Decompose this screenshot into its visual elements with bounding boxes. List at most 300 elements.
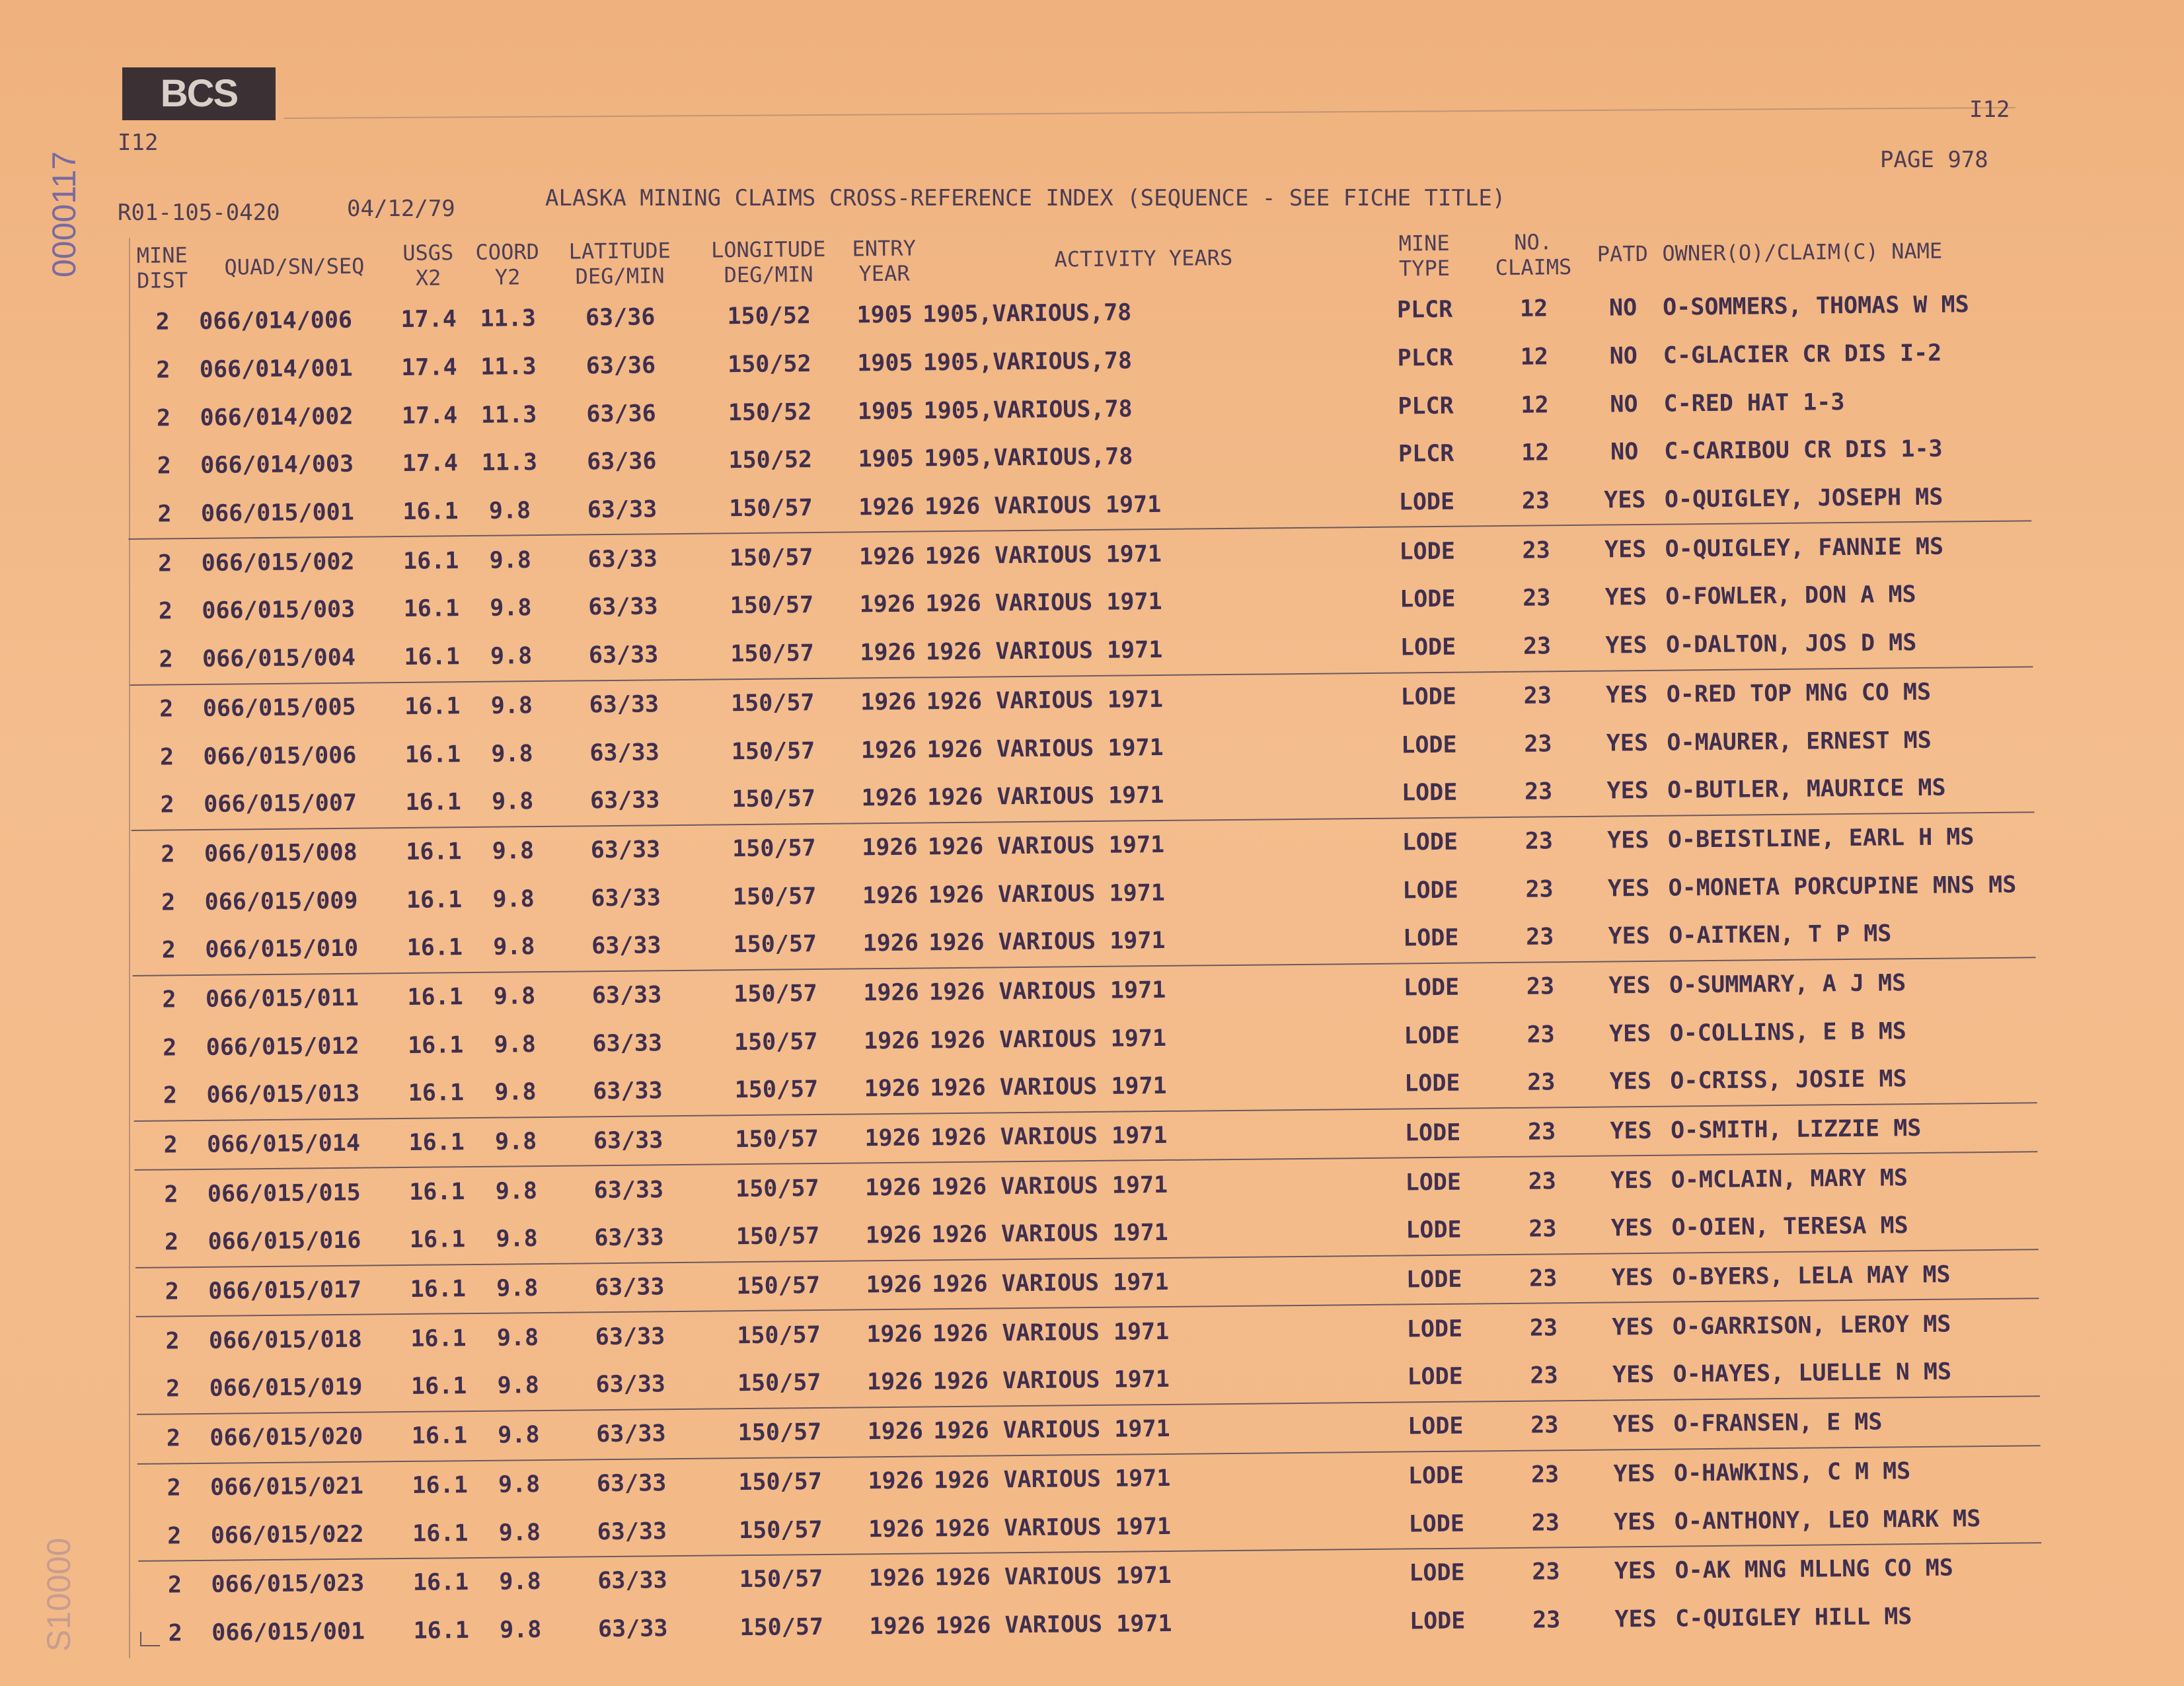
top-rule xyxy=(284,107,2015,119)
cell-quad-sn-seq: 066/015/004 xyxy=(202,644,356,673)
cell-mine-dist: 2 xyxy=(161,889,176,916)
cell-mine-type: LODE xyxy=(1403,974,1460,1002)
cell-quad-sn-seq: 066/015/005 xyxy=(202,694,356,722)
cell-owner-claim-name: C-QUIGLEY HILL MS xyxy=(1675,1603,1912,1632)
cell-patd: YES xyxy=(1612,1313,1654,1341)
cell-entry-year: 1926 xyxy=(869,1613,926,1640)
cell-mine-dist: 2 xyxy=(159,646,173,673)
cell-no-claims: 23 xyxy=(1530,1412,1559,1439)
cell-entry-year: 1926 xyxy=(866,1368,923,1396)
cell-longitude: 150/52 xyxy=(727,303,811,330)
cell-mine-type: PLCR xyxy=(1398,441,1454,468)
cell-entry-year: 1905 xyxy=(856,301,913,329)
cell-patd: YES xyxy=(1604,584,1647,612)
col-entry-year: ENTRY YEAR xyxy=(852,235,917,287)
cell-owner-claim-name: O-RED TOP MNG CO MS xyxy=(1666,678,1932,708)
cell-patd: YES xyxy=(1606,729,1649,757)
frame-code-secondary: S10000 xyxy=(40,1537,77,1652)
cell-no-claims: 12 xyxy=(1520,344,1549,371)
cell-patd: YES xyxy=(1612,1411,1655,1438)
cell-activity-years: 1926 VARIOUS 1971 xyxy=(931,1220,1168,1249)
cell-no-claims: 23 xyxy=(1525,875,1554,903)
cell-latitude: 63/33 xyxy=(591,982,662,1009)
cell-latitude: 63/33 xyxy=(597,1518,667,1545)
cell-latitude: 63/33 xyxy=(597,1615,668,1643)
cell-mine-dist: 2 xyxy=(157,501,172,528)
cell-owner-claim-name: O-SMITH, LIZZIE MS xyxy=(1670,1115,1922,1144)
cell-usgs-x2: 17.4 xyxy=(402,450,459,478)
cell-latitude: 63/33 xyxy=(588,593,658,621)
cell-owner-claim-name: O-OIEN, TERESA MS xyxy=(1671,1212,1908,1242)
cell-coord-y2: 9.8 xyxy=(493,934,535,961)
cell-entry-year: 1926 xyxy=(868,1564,925,1592)
cell-owner-claim-name: O-QUIGLEY, JOSEPH MS xyxy=(1664,484,1943,513)
cell-mine-type: LODE xyxy=(1404,1022,1460,1050)
cell-usgs-x2: 17.4 xyxy=(401,354,457,382)
cell-no-claims: 23 xyxy=(1523,682,1552,710)
cell-patd: YES xyxy=(1613,1460,1655,1488)
cell-coord-y2: 9.8 xyxy=(490,595,532,622)
cell-mine-dist: 2 xyxy=(157,550,172,577)
cell-entry-year: 1926 xyxy=(858,494,915,521)
cell-patd: YES xyxy=(1608,1020,1651,1048)
cell-mine-type: LODE xyxy=(1400,586,1456,613)
cell-mine-dist: 2 xyxy=(165,1375,180,1403)
cell-no-claims: 23 xyxy=(1530,1461,1560,1488)
cell-activity-years: 1926 VARIOUS 1971 xyxy=(925,589,1162,618)
cell-no-claims: 23 xyxy=(1526,973,1555,1000)
cell-no-claims: 23 xyxy=(1528,1168,1557,1195)
cell-quad-sn-seq: 066/015/019 xyxy=(209,1374,363,1403)
cell-entry-year: 1926 xyxy=(858,543,915,571)
cell-quad-sn-seq: 066/015/007 xyxy=(204,789,358,819)
cell-no-claims: 12 xyxy=(1521,392,1549,419)
cell-latitude: 63/33 xyxy=(589,739,659,766)
cell-mine-dist: 2 xyxy=(166,1425,181,1452)
cell-activity-years: 1926 VARIOUS 1971 xyxy=(932,1318,1170,1348)
cell-quad-sn-seq: 066/015/001 xyxy=(211,1618,365,1646)
cell-coord-y2: 9.8 xyxy=(489,546,532,574)
cell-longitude: 150/57 xyxy=(730,640,814,668)
cell-coord-y2: 9.8 xyxy=(498,1422,540,1449)
cell-usgs-x2: 16.1 xyxy=(409,1226,466,1254)
cell-owner-claim-name: O-BUTLER, MAURICE MS xyxy=(1667,774,1946,804)
cell-quad-sn-seq: 066/015/010 xyxy=(205,935,359,964)
cell-quad-sn-seq: 066/015/009 xyxy=(204,887,358,916)
cell-quad-sn-seq: 066/015/020 xyxy=(209,1423,363,1452)
cell-activity-years: 1926 VARIOUS 1971 xyxy=(924,492,1162,521)
cell-usgs-x2: 16.1 xyxy=(409,1178,465,1206)
cell-patd: YES xyxy=(1607,875,1650,902)
cell-usgs-x2: 16.1 xyxy=(413,1617,470,1644)
cell-no-claims: 23 xyxy=(1528,1216,1557,1243)
cell-entry-year: 1926 xyxy=(868,1467,924,1495)
cell-owner-claim-name: O-COLLINS, E B MS xyxy=(1669,1017,1907,1047)
cell-longitude: 150/57 xyxy=(737,1370,821,1397)
cell-no-claims: 23 xyxy=(1527,1069,1556,1097)
cell-activity-years: 1926 VARIOUS 1971 xyxy=(928,928,1166,957)
cell-coord-y2: 11.3 xyxy=(481,449,538,477)
cell-owner-claim-name: O-QUIGLEY, FANNIE MS xyxy=(1665,533,1944,563)
cell-coord-y2: 9.8 xyxy=(499,1568,541,1595)
cell-mine-type: LODE xyxy=(1408,1412,1464,1440)
cell-mine-type: LODE xyxy=(1405,1169,1462,1196)
cell-mine-type: LODE xyxy=(1406,1315,1463,1343)
cell-quad-sn-seq: 066/015/006 xyxy=(203,742,357,770)
left-fiche-code: I12 xyxy=(118,129,159,156)
cell-quad-sn-seq: 066/015/017 xyxy=(208,1276,362,1305)
cell-mine-type: LODE xyxy=(1407,1364,1463,1391)
cell-patd: YES xyxy=(1611,1264,1654,1292)
cell-activity-years: 1926 VARIOUS 1971 xyxy=(925,637,1163,666)
cell-activity-years: 1905,VARIOUS,78 xyxy=(924,443,1133,472)
cell-entry-year: 1926 xyxy=(868,1516,924,1543)
col-activity-years: ACTIVITY YEARS xyxy=(1054,244,1233,272)
cell-owner-claim-name: O-FRANSEN, E MS xyxy=(1673,1409,1883,1438)
cell-quad-sn-seq: 066/015/012 xyxy=(206,1033,359,1061)
cell-mine-dist: 2 xyxy=(156,405,171,432)
col-longitude: LONGITUDE DEG/MIN xyxy=(710,236,826,288)
cell-longitude: 150/57 xyxy=(739,1566,823,1594)
cell-latitude: 63/33 xyxy=(589,691,659,719)
page-number: PAGE 978 xyxy=(1880,147,1988,173)
cell-latitude: 63/33 xyxy=(591,932,661,960)
cell-coord-y2: 9.8 xyxy=(496,1275,539,1302)
cell-usgs-x2: 16.1 xyxy=(410,1276,467,1303)
cell-entry-year: 1926 xyxy=(863,979,919,1007)
cell-coord-y2: 9.8 xyxy=(494,1079,537,1107)
cell-entry-year: 1926 xyxy=(862,834,918,861)
cell-mine-type: LODE xyxy=(1402,828,1458,856)
cell-quad-sn-seq: 066/015/018 xyxy=(208,1326,363,1354)
cell-coord-y2: 9.8 xyxy=(491,788,534,815)
cell-entry-year: 1926 xyxy=(860,688,917,716)
cell-patd: NO xyxy=(1608,295,1638,322)
cell-patd: YES xyxy=(1606,778,1649,805)
cell-activity-years: 1926 VARIOUS 1971 xyxy=(933,1465,1171,1494)
cell-usgs-x2: 16.1 xyxy=(402,547,459,575)
cell-mine-type: LODE xyxy=(1402,924,1459,952)
cell-patd: YES xyxy=(1605,681,1648,709)
cell-quad-sn-seq: 066/015/016 xyxy=(207,1228,361,1256)
cell-mine-dist: 2 xyxy=(167,1522,182,1550)
cell-usgs-x2: 16.1 xyxy=(411,1422,468,1450)
cell-activity-years: 1926 VARIOUS 1971 xyxy=(934,1562,1172,1592)
cell-coord-y2: 9.8 xyxy=(488,497,531,525)
cell-owner-claim-name: O-ANTHONY, LEO MARK MS xyxy=(1674,1505,1981,1535)
cell-longitude: 150/57 xyxy=(739,1613,824,1642)
cell-longitude: 150/57 xyxy=(732,883,817,910)
cell-usgs-x2: 16.1 xyxy=(404,643,460,671)
cell-entry-year: 1926 xyxy=(864,1075,921,1103)
col-coord-y2: COORD Y2 xyxy=(475,238,540,290)
cell-owner-claim-name: O-AK MNG MLLNG CO MS xyxy=(1675,1555,1954,1584)
cell-activity-years: 1926 VARIOUS 1971 xyxy=(933,1416,1170,1445)
cell-usgs-x2: 16.1 xyxy=(412,1471,468,1499)
cell-longitude: 150/57 xyxy=(735,1175,819,1202)
cell-longitude: 150/57 xyxy=(733,931,817,959)
cell-mine-type: LODE xyxy=(1401,731,1457,759)
cell-no-claims: 23 xyxy=(1526,1021,1555,1048)
cell-latitude: 63/33 xyxy=(596,1420,666,1448)
cell-quad-sn-seq: 066/014/006 xyxy=(199,307,353,336)
cell-activity-years: 1926 VARIOUS 1971 xyxy=(934,1513,1172,1542)
cell-longitude: 150/57 xyxy=(731,737,815,765)
cell-mine-dist: 2 xyxy=(165,1328,180,1355)
cell-quad-sn-seq: 066/015/015 xyxy=(207,1179,361,1208)
cell-latitude: 63/33 xyxy=(588,641,659,669)
cell-entry-year: 1926 xyxy=(860,737,917,764)
cell-no-claims: 23 xyxy=(1532,1607,1561,1634)
cell-mine-dist: 2 xyxy=(167,1475,181,1502)
cell-mine-dist: 2 xyxy=(163,1132,178,1159)
cell-mine-type: PLCR xyxy=(1396,297,1453,324)
cell-mine-type: PLCR xyxy=(1397,344,1454,372)
cell-owner-claim-name: O-BYERS, LELA MAY MS xyxy=(1672,1261,1951,1291)
cell-mine-type: PLCR xyxy=(1398,392,1454,420)
cell-latitude: 63/33 xyxy=(594,1224,664,1252)
cell-coord-y2: 9.8 xyxy=(495,1177,538,1205)
cell-coord-y2: 11.3 xyxy=(480,353,537,381)
report-id: R01-105-0420 xyxy=(118,200,280,226)
cell-owner-claim-name: O-AITKEN, T P MS xyxy=(1669,920,1892,949)
cell-patd: YES xyxy=(1604,487,1646,514)
cell-coord-y2: 9.8 xyxy=(492,838,535,865)
cell-longitude: 150/52 xyxy=(728,398,812,426)
cell-no-claims: 23 xyxy=(1525,924,1554,951)
report-date: 04/12/79 xyxy=(347,196,455,222)
cell-no-claims: 12 xyxy=(1519,295,1548,323)
cell-patd: YES xyxy=(1604,536,1647,564)
report-title: ALASKA MINING CLAIMS CROSS-REFERENCE INDEX (SEQUENCE - SEE FICHE TITLE) xyxy=(545,185,1506,211)
cell-coord-y2: 11.3 xyxy=(480,401,537,429)
cell-entry-year: 1926 xyxy=(865,1174,921,1202)
cell-patd: YES xyxy=(1610,1215,1653,1242)
cell-quad-sn-seq: 066/015/022 xyxy=(210,1521,364,1549)
claims-table xyxy=(126,219,2042,1647)
cell-mine-type: LODE xyxy=(1408,1510,1465,1537)
cell-mine-dist: 2 xyxy=(158,598,173,626)
cell-latitude: 63/33 xyxy=(587,496,658,524)
cell-longitude: 150/57 xyxy=(734,1028,818,1056)
cell-owner-claim-name: O-BEISTLINE, EARL H MS xyxy=(1667,824,1975,854)
cell-coord-y2: 9.8 xyxy=(498,1519,541,1547)
cell-quad-sn-seq: 066/015/008 xyxy=(204,839,358,867)
cell-owner-claim-name: O-MONETA PORCUPINE MNS MS xyxy=(1668,871,2017,902)
cell-no-claims: 23 xyxy=(1524,778,1553,805)
cell-usgs-x2: 16.1 xyxy=(410,1325,467,1352)
cell-quad-sn-seq: 066/015/013 xyxy=(206,1081,360,1109)
cell-activity-years: 1926 VARIOUS 1971 xyxy=(928,879,1166,908)
cell-activity-years: 1926 VARIOUS 1971 xyxy=(930,1122,1168,1152)
cell-latitude: 63/36 xyxy=(585,352,656,380)
cell-activity-years: 1905,VARIOUS,78 xyxy=(923,348,1133,377)
cell-owner-claim-name: C-RED HAT 1-3 xyxy=(1663,388,1845,418)
cell-patd: YES xyxy=(1610,1167,1653,1194)
cell-latitude: 63/36 xyxy=(586,448,657,476)
cell-mine-type: LODE xyxy=(1402,877,1458,904)
cell-latitude: 63/33 xyxy=(589,787,660,815)
cell-usgs-x2: 16.1 xyxy=(406,838,462,865)
cell-latitude: 63/33 xyxy=(593,1078,663,1105)
cell-usgs-x2: 16.1 xyxy=(405,789,462,817)
cell-activity-years: 1926 VARIOUS 1971 xyxy=(928,976,1166,1006)
cell-coord-y2: 9.8 xyxy=(494,1031,537,1058)
cell-patd: YES xyxy=(1614,1605,1657,1633)
cell-longitude: 150/57 xyxy=(735,1223,820,1251)
cell-latitude: 63/33 xyxy=(595,1371,666,1399)
cell-patd: YES xyxy=(1607,826,1649,854)
table-body xyxy=(126,280,2043,1658)
cell-latitude: 63/36 xyxy=(586,400,656,428)
cell-usgs-x2: 16.1 xyxy=(406,886,463,914)
cell-mine-dist: 2 xyxy=(157,453,172,480)
cell-coord-y2: 9.8 xyxy=(496,1226,538,1253)
cell-quad-sn-seq: 066/014/003 xyxy=(200,451,354,480)
cell-mine-dist: 2 xyxy=(161,937,176,964)
cell-mine-type: LODE xyxy=(1409,1559,1465,1587)
cell-owner-claim-name: C-GLACIER CR DIS I-2 xyxy=(1663,340,1942,369)
cell-quad-sn-seq: 066/015/021 xyxy=(209,1473,364,1501)
cell-no-claims: 23 xyxy=(1532,1558,1560,1586)
cell-no-claims: 23 xyxy=(1522,537,1550,564)
cell-activity-years: 1926 VARIOUS 1971 xyxy=(930,1073,1167,1102)
cell-owner-claim-name: O-CRISS, JOSIE MS xyxy=(1670,1066,1907,1095)
cell-mine-dist: 2 xyxy=(160,791,174,819)
cell-usgs-x2: 16.1 xyxy=(412,1569,469,1597)
col-usgs-x2: USGS X2 xyxy=(402,240,454,291)
cell-entry-year: 1905 xyxy=(857,398,914,425)
cell-patd: YES xyxy=(1612,1362,1655,1389)
cell-owner-claim-name: O-FOWLER, DON A MS xyxy=(1665,581,1916,611)
cell-activity-years: 1926 VARIOUS 1971 xyxy=(930,1171,1168,1201)
cell-no-claims: 23 xyxy=(1529,1315,1558,1342)
cell-quad-sn-seq: 066/015/003 xyxy=(202,597,356,625)
cell-coord-y2: 9.8 xyxy=(498,1471,541,1498)
cell-entry-year: 1926 xyxy=(859,591,916,618)
cell-owner-claim-name: O-HAWKINS, C M MS xyxy=(1673,1458,1911,1487)
cell-latitude: 63/33 xyxy=(596,1470,667,1498)
cell-activity-years: 1926 VARIOUS 1971 xyxy=(927,782,1164,811)
cell-quad-sn-seq: 066/014/002 xyxy=(200,403,354,431)
cell-activity-years: 1926 VARIOUS 1971 xyxy=(926,734,1164,763)
cell-owner-claim-name: O-SOMMERS, THOMAS W MS xyxy=(1662,291,1969,322)
cell-mine-type: LODE xyxy=(1400,634,1456,661)
cell-usgs-x2: 17.4 xyxy=(400,306,457,334)
cell-no-claims: 23 xyxy=(1527,1118,1556,1146)
cell-longitude: 150/57 xyxy=(730,592,814,620)
col-no-claims: NO. CLAIMS xyxy=(1495,229,1572,281)
cell-quad-sn-seq: 066/014/001 xyxy=(199,355,353,383)
cell-latitude: 63/33 xyxy=(593,1176,664,1204)
cell-coord-y2: 11.3 xyxy=(480,305,537,333)
cell-patd: YES xyxy=(1614,1558,1657,1585)
cell-mine-dist: 2 xyxy=(161,841,175,868)
cell-usgs-x2: 16.1 xyxy=(404,693,461,720)
right-fiche-code: I12 xyxy=(1969,96,2010,123)
col-owner-claim-name: OWNER(O)/CLAIM(C) NAME xyxy=(1662,238,1943,266)
cell-usgs-x2: 16.1 xyxy=(406,934,463,962)
cell-no-claims: 23 xyxy=(1521,488,1550,515)
cell-longitude: 150/52 xyxy=(728,447,813,474)
cell-mine-type: LODE xyxy=(1398,488,1455,516)
cell-entry-year: 1926 xyxy=(867,1418,924,1446)
cell-entry-year: 1926 xyxy=(865,1222,922,1249)
cell-latitude: 63/33 xyxy=(597,1567,667,1595)
cell-usgs-x2: 16.1 xyxy=(408,1129,465,1156)
cell-patd: YES xyxy=(1608,923,1651,950)
cell-no-claims: 23 xyxy=(1523,585,1551,612)
cell-entry-year: 1905 xyxy=(858,445,915,473)
cell-activity-years: 1905,VARIOUS,78 xyxy=(922,299,1132,328)
cell-mine-dist: 2 xyxy=(159,696,174,723)
cell-patd: NO xyxy=(1610,439,1639,466)
cell-patd: YES xyxy=(1613,1508,1656,1536)
cell-owner-claim-name: O-SUMMARY, A J MS xyxy=(1669,970,1906,999)
frame-code: 0000117 xyxy=(46,151,83,277)
cell-longitude: 150/57 xyxy=(738,1516,823,1544)
cell-entry-year: 1926 xyxy=(860,639,916,667)
cell-usgs-x2: 17.4 xyxy=(401,402,458,429)
cell-mine-dist: 2 xyxy=(164,1181,178,1208)
cell-activity-years: 1905,VARIOUS,78 xyxy=(923,396,1133,425)
cell-latitude: 63/33 xyxy=(593,1127,663,1155)
cell-mine-type: LODE xyxy=(1399,538,1455,566)
cell-quad-sn-seq: 066/015/001 xyxy=(200,499,354,528)
cell-patd: YES xyxy=(1609,1068,1652,1095)
cell-coord-y2: 9.8 xyxy=(490,643,533,670)
cell-activity-years: 1926 VARIOUS 1971 xyxy=(935,1610,1172,1640)
cell-patd: YES xyxy=(1608,972,1651,1000)
cell-longitude: 150/52 xyxy=(727,351,811,379)
cell-mine-dist: 2 xyxy=(163,1082,178,1109)
cell-usgs-x2: 16.1 xyxy=(404,741,461,768)
cell-latitude: 63/33 xyxy=(595,1323,665,1351)
cell-no-claims: 23 xyxy=(1530,1362,1558,1390)
cell-mine-dist: 2 xyxy=(167,1572,182,1599)
cell-quad-sn-seq: 066/015/014 xyxy=(206,1130,361,1158)
cell-latitude: 63/33 xyxy=(590,836,661,864)
cell-longitude: 150/57 xyxy=(729,495,813,523)
cell-longitude: 150/57 xyxy=(734,980,817,1008)
cell-activity-years: 1926 VARIOUS 1971 xyxy=(932,1366,1170,1395)
cell-mine-dist: 2 xyxy=(155,309,170,336)
cell-owner-claim-name: C-CARIBOU CR DIS 1-3 xyxy=(1664,436,1943,466)
cell-coord-y2: 9.8 xyxy=(497,1372,540,1400)
cell-entry-year: 1926 xyxy=(862,930,919,957)
cell-mine-dist: 2 xyxy=(156,357,170,384)
cell-longitude: 150/57 xyxy=(735,1126,819,1154)
cell-entry-year: 1926 xyxy=(866,1321,923,1348)
cell-no-claims: 23 xyxy=(1531,1509,1560,1537)
cell-activity-years: 1926 VARIOUS 1971 xyxy=(929,1025,1167,1054)
cell-coord-y2: 9.8 xyxy=(494,1128,537,1155)
cell-no-claims: 23 xyxy=(1525,828,1554,855)
cell-entry-year: 1926 xyxy=(863,1027,920,1054)
cell-longitude: 150/57 xyxy=(732,786,816,813)
cell-latitude: 63/33 xyxy=(592,1029,663,1057)
cell-no-claims: 23 xyxy=(1524,730,1552,758)
cell-coord-y2: 9.8 xyxy=(496,1324,539,1352)
cell-mine-dist: 2 xyxy=(162,986,176,1013)
cell-mine-type: LODE xyxy=(1401,779,1458,807)
col-latitude: LATITUDE DEG/MIN xyxy=(568,238,671,289)
cell-owner-claim-name: O-MAURER, ERNEST MS xyxy=(1667,727,1932,756)
cell-longitude: 150/57 xyxy=(736,1272,821,1300)
cell-quad-sn-seq: 066/015/023 xyxy=(211,1570,365,1599)
cell-longitude: 150/57 xyxy=(737,1419,822,1447)
cell-coord-y2: 9.8 xyxy=(491,740,533,768)
